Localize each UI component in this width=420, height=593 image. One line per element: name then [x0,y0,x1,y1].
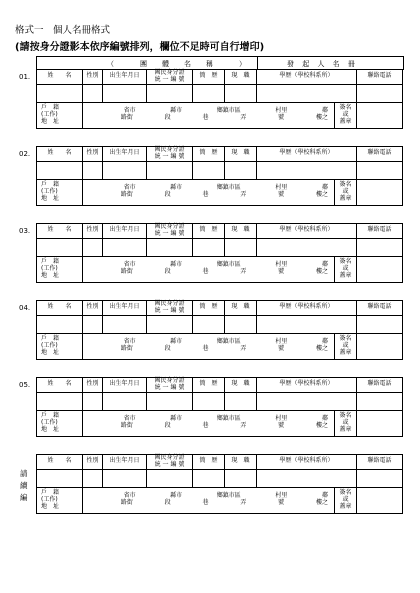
phone-cell[interactable] [357,238,403,256]
address-cell[interactable] [83,179,335,205]
col-id: 國民身分證 統 一 編 號 [147,378,193,393]
record-block [36,454,402,514]
instruction-text: (請按身分證影本依序編號排列，欄位不足時可自行增印) [15,42,265,53]
col-birth: 出生年月日 [103,378,147,393]
signature-cell[interactable] [357,179,403,205]
col-phone: 聯絡電話 [357,224,403,239]
col-id: 國民身分證 統 一 編 號 [147,147,193,162]
col-id: 國民身分證 統 一 編 號 [147,455,193,470]
education-cell[interactable] [257,392,357,410]
group-name-label: （ 團 體 名 稱 ） [107,60,250,68]
col-job: 現 職 [225,70,257,85]
address-cell[interactable] [83,333,335,359]
address-label: 戶 籍 (工作) 地 址 [37,333,83,359]
name-cell[interactable] [37,469,83,487]
experience-cell[interactable] [193,392,225,410]
name-cell[interactable] [37,238,83,256]
address-line-1: 省市 縣市 鄉鎮市區 村里 鄰 [123,492,328,500]
col-id: 國民身分證 統 一 編 號 [147,70,193,85]
phone-cell[interactable] [357,392,403,410]
address-line-2: 路街 段 巷 弄 號 樓之 [120,345,328,353]
signature-label: 簽名 或 蓋章 [335,179,357,205]
job-cell[interactable] [225,315,257,333]
address-line-2: 路街 段 巷 弄 號 樓之 [120,268,328,276]
col-birth: 出生年月日 [103,301,147,316]
record-number: 05. [19,381,31,389]
col-gender: 性別 [83,378,103,393]
col-gender: 性別 [83,147,103,162]
education-cell[interactable] [257,238,357,256]
col-gender: 性別 [83,70,103,85]
col-job: 現 職 [225,224,257,239]
address-cell[interactable] [83,102,335,128]
name-cell[interactable] [37,84,83,102]
col-experience: 簡 歷 [193,70,225,85]
experience-cell[interactable] [193,469,225,487]
signature-cell[interactable] [357,102,403,128]
job-cell[interactable] [225,469,257,487]
col-name: 姓 名 [37,70,83,85]
record-table [36,69,403,129]
col-phone: 聯絡電話 [357,455,403,470]
phone-cell[interactable] [357,84,403,102]
signature-label: 簽名 或 蓋章 [335,102,357,128]
address-line-2: 路街 段 巷 弄 號 樓之 [120,499,328,507]
experience-cell[interactable] [193,161,225,179]
record-block [36,223,402,283]
col-education: 學歷（學校科系所） [257,70,357,85]
format-label: 格式一 個人名冊格式 [15,25,111,36]
col-birth: 出生年月日 [103,455,147,470]
id-cell[interactable] [147,315,193,333]
address-line-2: 路街 段 巷 弄 號 樓之 [120,114,328,122]
continuation-note: 請續編 [20,469,28,502]
record-table [36,377,403,437]
col-education: 學歷（學校科系所） [257,301,357,316]
col-experience: 簡 歷 [193,378,225,393]
address-line-1: 省市 縣市 鄉鎮市區 村里 鄰 [123,184,328,192]
name-cell[interactable] [37,161,83,179]
birth-cell[interactable] [103,84,147,102]
col-id: 國民身分證 統 一 編 號 [147,301,193,316]
address-cell[interactable] [83,256,335,282]
birth-cell[interactable] [103,238,147,256]
id-cell[interactable] [147,84,193,102]
experience-cell[interactable] [193,84,225,102]
gender-cell[interactable] [83,392,103,410]
id-cell[interactable] [147,392,193,410]
record-block [36,69,402,129]
education-cell[interactable] [257,315,357,333]
education-cell[interactable] [257,161,357,179]
signature-cell[interactable] [357,410,403,436]
name-cell[interactable] [37,392,83,410]
address-line-1: 省市 縣市 鄉鎮市區 村里 鄰 [123,107,328,115]
record-table [36,454,403,514]
col-experience: 簡 歷 [193,301,225,316]
education-cell[interactable] [257,84,357,102]
signature-cell[interactable] [357,333,403,359]
col-education: 學歷（學校科系所） [257,224,357,239]
col-gender: 性別 [83,301,103,316]
address-label: 戶 籍 (工作) 地 址 [37,410,83,436]
address-line-1: 省市 縣市 鄉鎮市區 村里 鄰 [123,415,328,423]
col-id: 國民身分證 統 一 編 號 [147,224,193,239]
record-number: 02. [19,150,31,158]
col-name: 姓 名 [37,147,83,162]
initiator-list-label: 發 起 人 名 冊 [287,60,358,68]
phone-cell[interactable] [357,315,403,333]
address-label: 戶 籍 (工作) 地 址 [37,179,83,205]
col-education: 學歷（學校科系所） [257,455,357,470]
signature-cell[interactable] [357,256,403,282]
birth-cell[interactable] [103,315,147,333]
job-cell[interactable] [225,392,257,410]
col-name: 姓 名 [37,224,83,239]
col-experience: 簡 歷 [193,224,225,239]
gender-cell[interactable] [83,84,103,102]
address-line-2: 路街 段 巷 弄 號 樓之 [120,422,328,430]
signature-label: 簽名 或 蓋章 [335,487,357,513]
phone-cell[interactable] [357,161,403,179]
record-number: 01. [19,73,31,81]
id-cell[interactable] [147,161,193,179]
col-name: 姓 名 [37,455,83,470]
col-name: 姓 名 [37,301,83,316]
col-phone: 聯絡電話 [357,301,403,316]
birth-cell[interactable] [103,392,147,410]
record-number: 04. [19,304,31,312]
experience-cell[interactable] [193,238,225,256]
col-job: 現 職 [225,301,257,316]
address-line-2: 路街 段 巷 弄 號 樓之 [120,191,328,199]
birth-cell[interactable] [103,469,147,487]
job-cell[interactable] [225,238,257,256]
experience-cell[interactable] [193,315,225,333]
address-label: 戶 籍 (工作) 地 址 [37,102,83,128]
col-job: 現 職 [225,147,257,162]
address-cell[interactable] [83,410,335,436]
table-title-row [36,56,404,70]
record-table [36,300,403,360]
record-table [36,223,403,283]
col-phone: 聯絡電話 [357,70,403,85]
record-block [36,300,402,360]
address-label: 戶 籍 (工作) 地 址 [37,487,83,513]
address-line-1: 省市 縣市 鄉鎮市區 村里 鄰 [123,338,328,346]
col-phone: 聯絡電話 [357,378,403,393]
phone-cell[interactable] [357,469,403,487]
col-experience: 簡 歷 [193,455,225,470]
gender-cell[interactable] [83,315,103,333]
education-cell[interactable] [257,469,357,487]
job-cell[interactable] [225,84,257,102]
col-gender: 性別 [83,224,103,239]
signature-cell[interactable] [357,487,403,513]
col-birth: 出生年月日 [103,70,147,85]
col-phone: 聯絡電話 [357,147,403,162]
gender-cell[interactable] [83,238,103,256]
record-number: 03. [19,227,31,235]
col-experience: 簡 歷 [193,147,225,162]
signature-label: 簽名 或 蓋章 [335,256,357,282]
gender-cell[interactable] [83,469,103,487]
address-line-1: 省市 縣市 鄉鎮市區 村里 鄰 [123,261,328,269]
col-education: 學歷（學校科系所） [257,147,357,162]
birth-cell[interactable] [103,161,147,179]
record-block [36,146,402,206]
col-birth: 出生年月日 [103,147,147,162]
record-block [36,377,402,437]
address-cell[interactable] [83,487,335,513]
id-cell[interactable] [147,238,193,256]
record-table [36,146,403,206]
signature-label: 簽名 或 蓋章 [335,333,357,359]
col-job: 現 職 [225,455,257,470]
col-gender: 性別 [83,455,103,470]
job-cell[interactable] [225,161,257,179]
address-label: 戶 籍 (工作) 地 址 [37,256,83,282]
name-cell[interactable] [37,315,83,333]
gender-cell[interactable] [83,161,103,179]
id-cell[interactable] [147,469,193,487]
col-education: 學歷（學校科系所） [257,378,357,393]
col-name: 姓 名 [37,378,83,393]
col-birth: 出生年月日 [103,224,147,239]
col-job: 現 職 [225,378,257,393]
signature-label: 簽名 或 蓋章 [335,410,357,436]
